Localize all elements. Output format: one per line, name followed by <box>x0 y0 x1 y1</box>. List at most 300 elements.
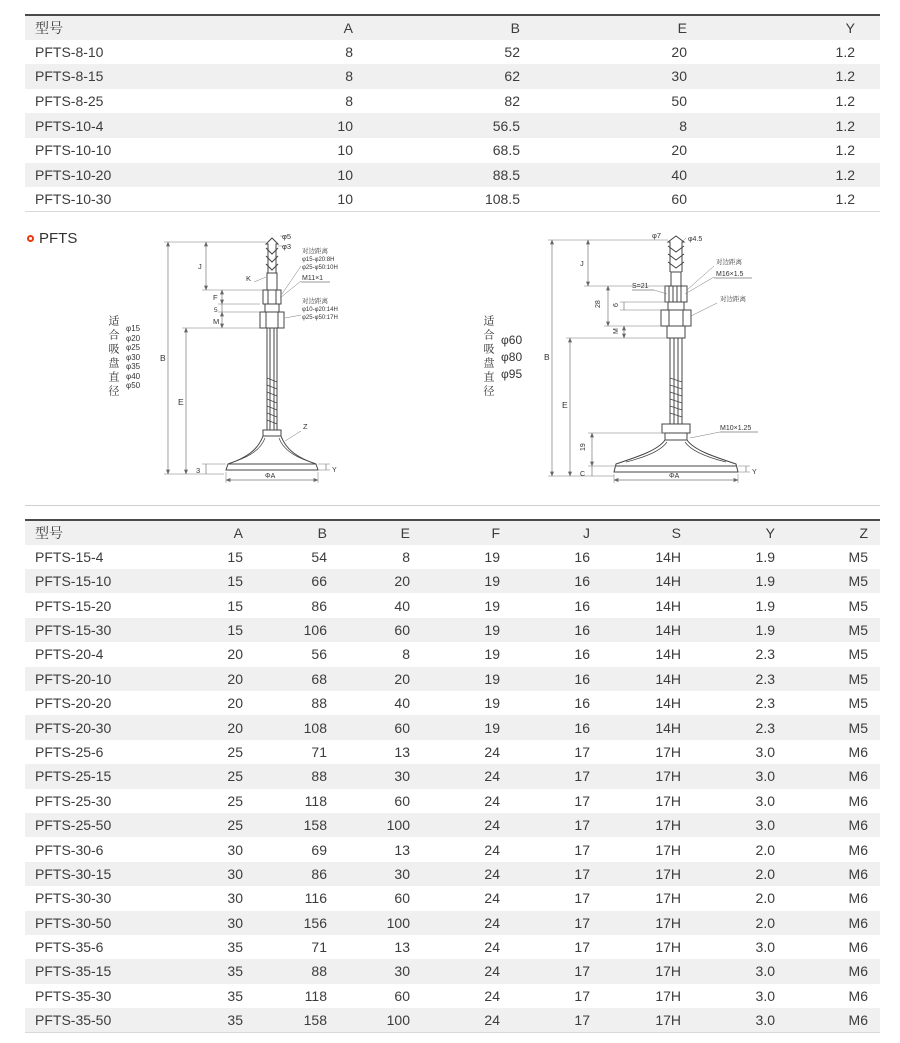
value-cell: 68.5 <box>492 142 520 159</box>
value-cell: M5 <box>848 622 868 638</box>
value-cell: 1.2 <box>835 166 855 183</box>
value-cell: 17 <box>574 963 590 980</box>
series-title <box>27 230 77 247</box>
value-cell: 2.0 <box>755 841 775 858</box>
model-cell: PFTS-30-30 <box>35 890 112 907</box>
part-outline <box>226 238 318 470</box>
value-cell: 24 <box>484 841 500 858</box>
technical-drawing-small <box>154 228 369 486</box>
table-row <box>25 764 880 788</box>
value-cell: 24 <box>484 987 500 1004</box>
value-cell: 24 <box>484 963 500 980</box>
dim-j-label: J <box>580 259 584 269</box>
value-cell: 71 <box>311 743 327 760</box>
flats-note-title: 对边距离 <box>716 259 743 267</box>
fit-size: φ50 <box>126 381 141 390</box>
dim-3-label: 3 <box>196 466 201 476</box>
value-cell: 40 <box>394 695 410 712</box>
dim-b-label: B <box>544 352 550 363</box>
value-cell: M6 <box>848 817 868 834</box>
value-cell: 108.5 <box>484 191 520 208</box>
value-cell: 100 <box>386 817 410 834</box>
dim-f-label: F <box>213 293 218 303</box>
value-cell: 69 <box>311 841 327 858</box>
value-cell: 16 <box>574 670 590 687</box>
value-cell: 10 <box>337 117 353 134</box>
value-cell: 15 <box>227 548 243 565</box>
pfts-section <box>25 212 875 505</box>
fit-range-large <box>480 315 522 399</box>
series-name: PFTS <box>39 230 78 248</box>
table-row <box>25 64 880 89</box>
column-header: Y <box>765 524 775 541</box>
value-cell: M5 <box>848 670 868 687</box>
value-cell: 8 <box>345 43 353 60</box>
value-cell: 8 <box>402 548 410 565</box>
value-cell: 100 <box>386 1012 410 1028</box>
column-header: 型号 <box>35 19 63 36</box>
model-cell: PFTS-20-4 <box>35 646 104 663</box>
value-cell: 30 <box>227 914 243 931</box>
value-cell: 17H <box>655 841 681 858</box>
column-header: 型号 <box>35 524 63 541</box>
value-cell: 56.5 <box>492 117 520 134</box>
value-cell: 17H <box>655 939 681 956</box>
value-cell: M5 <box>848 573 868 590</box>
value-cell: 20 <box>227 646 243 663</box>
dim-m-label: M <box>613 328 621 335</box>
column-header: Y <box>845 19 855 36</box>
fit-range-small <box>105 315 140 399</box>
dimension-labels <box>544 231 757 480</box>
value-cell: 17H <box>655 1012 681 1028</box>
value-cell: 14H <box>655 573 681 590</box>
table-row <box>25 187 880 212</box>
flats-note-title: 对边距离 <box>720 296 747 304</box>
value-cell: 17H <box>655 817 681 834</box>
value-cell: 3.0 <box>755 963 775 980</box>
value-cell: 24 <box>484 743 500 760</box>
value-cell: 24 <box>484 817 500 834</box>
value-cell: 40 <box>394 597 410 614</box>
value-cell: 2.0 <box>755 914 775 931</box>
model-cell: PFTS-15-4 <box>35 548 104 565</box>
value-cell: 13 <box>394 841 410 858</box>
value-cell: 8 <box>679 117 687 134</box>
value-cell: M5 <box>848 719 868 736</box>
dim-s21-label: S=21 <box>632 283 649 291</box>
dim-c-label: C <box>580 471 586 479</box>
value-cell: 1.2 <box>835 117 855 134</box>
value-cell: M6 <box>848 1012 868 1028</box>
spec-table-large <box>25 519 880 1033</box>
flats-note-line: φ10-φ20:14H <box>302 307 338 314</box>
value-cell: M6 <box>848 987 868 1004</box>
value-cell: 17H <box>655 792 681 809</box>
value-cell: 10 <box>337 142 353 159</box>
value-cell: 56 <box>311 646 327 663</box>
value-cell: 17 <box>574 768 590 785</box>
value-cell: 25 <box>227 768 243 785</box>
table-row <box>25 40 880 65</box>
value-cell: 10 <box>337 166 353 183</box>
flats-note-title: 对边距离 <box>302 298 329 306</box>
table-row <box>25 715 880 739</box>
column-header: E <box>677 19 687 36</box>
model-cell: PFTS-10-20 <box>35 166 112 183</box>
column-header: S <box>671 524 681 541</box>
value-cell: 3.0 <box>755 987 775 1004</box>
value-cell: 16 <box>574 573 590 590</box>
dim-b-label: B <box>160 353 166 364</box>
fit-size: φ40 <box>126 371 141 381</box>
dim-k-label: K <box>246 274 252 284</box>
table-row <box>25 569 880 593</box>
value-cell: 30 <box>394 963 410 980</box>
fit-size: φ95 <box>501 366 523 381</box>
value-cell: 158 <box>303 817 327 834</box>
model-cell: PFTS-8-25 <box>35 93 104 110</box>
value-cell: M6 <box>848 890 868 907</box>
flats-note-line: φ25-φ50:10H <box>302 265 338 272</box>
value-cell: 19 <box>484 622 500 638</box>
value-cell: 8 <box>345 93 353 110</box>
value-cell: M6 <box>848 743 868 760</box>
dim-y-label: Y <box>752 469 757 477</box>
value-cell: 88.5 <box>492 166 520 183</box>
value-cell: 14H <box>655 670 681 687</box>
value-cell: 17 <box>574 890 590 907</box>
value-cell: 20 <box>227 719 243 736</box>
value-cell: 16 <box>574 597 590 614</box>
value-cell: 14H <box>655 597 681 614</box>
value-cell: 60 <box>394 792 410 809</box>
table-row <box>25 813 880 837</box>
value-cell: M6 <box>848 865 868 882</box>
value-cell: 19 <box>484 597 500 614</box>
value-cell: 30 <box>227 865 243 882</box>
table-header-row <box>25 15 880 40</box>
value-cell: 16 <box>574 695 590 712</box>
table-row <box>25 163 880 188</box>
model-cell: PFTS-8-10 <box>35 43 104 60</box>
technical-drawing-large <box>536 228 786 486</box>
dim-phi7-label: φ7 <box>652 231 662 241</box>
value-cell: 158 <box>303 1012 327 1028</box>
model-cell: PFTS-30-6 <box>35 841 104 858</box>
table-row <box>25 935 880 959</box>
table-row <box>25 789 880 813</box>
value-cell: 86 <box>311 865 327 882</box>
value-cell: 24 <box>484 939 500 956</box>
value-cell: M5 <box>848 695 868 712</box>
value-cell: 1.2 <box>835 43 855 60</box>
value-cell: 15 <box>227 622 243 638</box>
diagram-large-sizes <box>480 228 786 486</box>
value-cell: 71 <box>311 939 327 956</box>
value-cell: 17 <box>574 1012 590 1028</box>
table-row <box>25 837 880 861</box>
value-cell: 2.3 <box>755 719 775 736</box>
value-cell: 100 <box>386 914 410 931</box>
value-cell: 2.3 <box>755 646 775 663</box>
value-cell: 25 <box>227 743 243 760</box>
value-cell: 16 <box>574 719 590 736</box>
value-cell: 52 <box>504 43 520 60</box>
value-cell: 66 <box>311 573 327 590</box>
value-cell: M6 <box>848 768 868 785</box>
table-row <box>25 740 880 764</box>
value-cell: 24 <box>484 865 500 882</box>
value-cell: 40 <box>671 166 687 183</box>
table-row <box>25 593 880 617</box>
value-cell: 116 <box>304 890 327 907</box>
dim-phiA-label: ΦA <box>265 473 276 481</box>
table-row <box>25 113 880 138</box>
value-cell: 3.0 <box>755 792 775 809</box>
value-cell: 17 <box>574 841 590 858</box>
section-divider <box>25 505 880 506</box>
dim-y-label: Y <box>332 467 337 475</box>
value-cell: 50 <box>671 93 687 110</box>
table-row <box>25 642 880 666</box>
value-cell: 35 <box>227 939 243 956</box>
dim-19-label: 19 <box>580 443 588 452</box>
model-cell: PFTS-30-15 <box>35 865 112 882</box>
value-cell: 17H <box>655 865 681 882</box>
value-cell: 82 <box>504 93 520 110</box>
value-cell: 30 <box>394 865 410 882</box>
thread-spec-label: M16×1.5 <box>716 271 744 279</box>
value-cell: 88 <box>311 695 327 712</box>
fit-size-list <box>126 324 140 391</box>
value-cell: 60 <box>394 890 410 907</box>
model-cell: PFTS-25-15 <box>35 768 112 785</box>
model-cell: PFTS-10-30 <box>35 191 112 208</box>
value-cell: 60 <box>394 987 410 1004</box>
fit-size: φ80 <box>501 349 523 364</box>
column-header: Z <box>859 524 868 541</box>
dim-m-label: M <box>213 317 220 327</box>
value-cell: 35 <box>227 963 243 980</box>
value-cell: 88 <box>311 963 327 980</box>
dim-6-label: 6 <box>613 303 621 308</box>
value-cell: 19 <box>484 573 500 590</box>
value-cell: 16 <box>574 548 590 565</box>
value-cell: 118 <box>304 792 327 809</box>
value-cell: 17H <box>655 914 681 931</box>
model-cell: PFTS-20-10 <box>35 670 112 687</box>
value-cell: 1.9 <box>755 548 775 565</box>
fit-size: φ15 <box>126 324 141 333</box>
dim-phi45-label: φ4.5 <box>688 236 703 244</box>
value-cell: 20 <box>671 43 687 60</box>
fit-size: φ60 <box>501 332 523 347</box>
value-cell: 14H <box>655 719 681 736</box>
value-cell: 17H <box>655 768 681 785</box>
model-cell: PFTS-35-50 <box>35 1012 112 1028</box>
value-cell: M6 <box>848 914 868 931</box>
table-row <box>25 691 880 715</box>
value-cell: 68 <box>311 670 327 687</box>
flats-note-line: φ15-φ20:8H <box>302 257 335 264</box>
diagram-small-sizes <box>105 228 369 486</box>
value-cell: 24 <box>484 914 500 931</box>
value-cell: 16 <box>574 622 590 638</box>
spec-table-small <box>25 14 880 212</box>
table-row <box>25 1008 880 1032</box>
value-cell: 15 <box>227 573 243 590</box>
model-cell: PFTS-15-20 <box>35 597 112 614</box>
table-header-row <box>25 520 880 544</box>
table-row <box>25 618 880 642</box>
value-cell: 17 <box>574 939 590 956</box>
value-cell: 17H <box>655 987 681 1004</box>
table-row <box>25 862 880 886</box>
table-row <box>25 138 880 163</box>
value-cell: 17 <box>574 817 590 834</box>
value-cell: 3.0 <box>755 768 775 785</box>
value-cell: 30 <box>671 68 687 85</box>
dim-e-label: E <box>562 400 568 411</box>
value-cell: 35 <box>227 1012 243 1028</box>
value-cell: 10 <box>337 191 353 208</box>
value-cell: 14H <box>655 622 681 638</box>
value-cell: 24 <box>484 890 500 907</box>
value-cell: 88 <box>311 768 327 785</box>
value-cell: 106 <box>303 622 327 638</box>
fit-size-list <box>501 332 522 383</box>
value-cell: 17 <box>574 792 590 809</box>
value-cell: 19 <box>484 670 500 687</box>
value-cell: 13 <box>394 743 410 760</box>
thread-spec-label: M10×1.25 <box>720 425 752 433</box>
model-cell: PFTS-15-30 <box>35 622 112 638</box>
value-cell: 17 <box>574 865 590 882</box>
model-cell: PFTS-8-15 <box>35 68 104 85</box>
bullet-icon <box>27 235 34 242</box>
dim-z-label: Z <box>303 422 308 432</box>
value-cell: 30 <box>394 768 410 785</box>
model-cell: PFTS-10-10 <box>35 142 112 159</box>
value-cell: 1.9 <box>755 597 775 614</box>
value-cell: 17 <box>574 914 590 931</box>
model-cell: PFTS-35-15 <box>35 963 112 980</box>
value-cell: M5 <box>848 548 868 565</box>
value-cell: 60 <box>394 622 410 638</box>
value-cell: 13 <box>394 939 410 956</box>
column-header: E <box>400 524 410 541</box>
fit-size: φ35 <box>126 362 141 371</box>
model-cell: PFTS-15-10 <box>35 573 112 590</box>
table-row <box>25 984 880 1008</box>
column-header: A <box>343 19 353 36</box>
table-row <box>25 545 880 569</box>
value-cell: 35 <box>227 987 243 1004</box>
value-cell: M6 <box>848 841 868 858</box>
model-cell: PFTS-30-50 <box>35 914 112 931</box>
model-cell: PFTS-35-30 <box>35 987 112 1004</box>
dim-phiA-label: ΦA <box>669 473 680 481</box>
value-cell: 20 <box>671 142 687 159</box>
value-cell: 1.2 <box>835 191 855 208</box>
value-cell: 24 <box>484 1012 500 1028</box>
value-cell: 60 <box>671 191 687 208</box>
value-cell: 20 <box>227 695 243 712</box>
value-cell: 19 <box>484 646 500 663</box>
fit-size: φ30 <box>126 352 141 362</box>
value-cell: 20 <box>394 573 410 590</box>
column-header: B <box>317 524 327 541</box>
value-cell: 8 <box>345 68 353 85</box>
value-cell: 17H <box>655 890 681 907</box>
value-cell: 3.0 <box>755 1012 775 1028</box>
value-cell: 20 <box>227 670 243 687</box>
value-cell: 3.0 <box>755 817 775 834</box>
value-cell: 24 <box>484 768 500 785</box>
column-header: B <box>510 19 520 36</box>
value-cell: M5 <box>848 646 868 663</box>
value-cell: 25 <box>227 792 243 809</box>
value-cell: 15 <box>227 597 243 614</box>
dim-j-label: J <box>198 262 202 272</box>
value-cell: 30 <box>227 890 243 907</box>
value-cell: 14H <box>655 695 681 712</box>
value-cell: 156 <box>303 914 327 931</box>
value-cell: 17H <box>655 963 681 980</box>
value-cell: 3.0 <box>755 939 775 956</box>
value-cell: 62 <box>504 68 520 85</box>
value-cell: M6 <box>848 792 868 809</box>
value-cell: 19 <box>484 548 500 565</box>
value-cell: 86 <box>311 597 327 614</box>
value-cell: 16 <box>574 646 590 663</box>
table-row <box>25 89 880 114</box>
value-cell: 54 <box>311 548 327 565</box>
model-cell: PFTS-25-50 <box>35 817 112 834</box>
value-cell: 24 <box>484 792 500 809</box>
fit-size: φ25 <box>126 343 141 352</box>
dim-phi3-label: φ3 <box>282 242 292 252</box>
value-cell: 1.2 <box>835 93 855 110</box>
flats-note-line: φ25-φ50:17H <box>302 315 338 322</box>
value-cell: 108 <box>303 719 327 736</box>
dim-e-label: E <box>178 397 184 408</box>
value-cell: 8 <box>402 646 410 663</box>
table-row <box>25 667 880 691</box>
fit-diameter-label: 适合吸盘直径 <box>482 315 494 400</box>
value-cell: 2.3 <box>755 695 775 712</box>
dimension-labels <box>160 232 338 480</box>
value-cell: 17H <box>655 743 681 760</box>
value-cell: 25 <box>227 817 243 834</box>
value-cell: 14H <box>655 646 681 663</box>
column-header: J <box>583 524 590 541</box>
dim-28-label: 28 <box>595 300 603 309</box>
model-cell: PFTS-25-30 <box>35 792 112 809</box>
value-cell: 19 <box>484 719 500 736</box>
value-cell: 1.9 <box>755 573 775 590</box>
value-cell: 1.2 <box>835 68 855 85</box>
model-cell: PFTS-35-6 <box>35 939 104 956</box>
value-cell: 1.2 <box>835 142 855 159</box>
flats-note-title: 对边距离 <box>302 248 329 256</box>
value-cell: 19 <box>484 695 500 712</box>
value-cell: 2.3 <box>755 670 775 687</box>
column-header: F <box>491 524 500 541</box>
value-cell: 118 <box>304 987 327 1004</box>
table-row <box>25 886 880 910</box>
